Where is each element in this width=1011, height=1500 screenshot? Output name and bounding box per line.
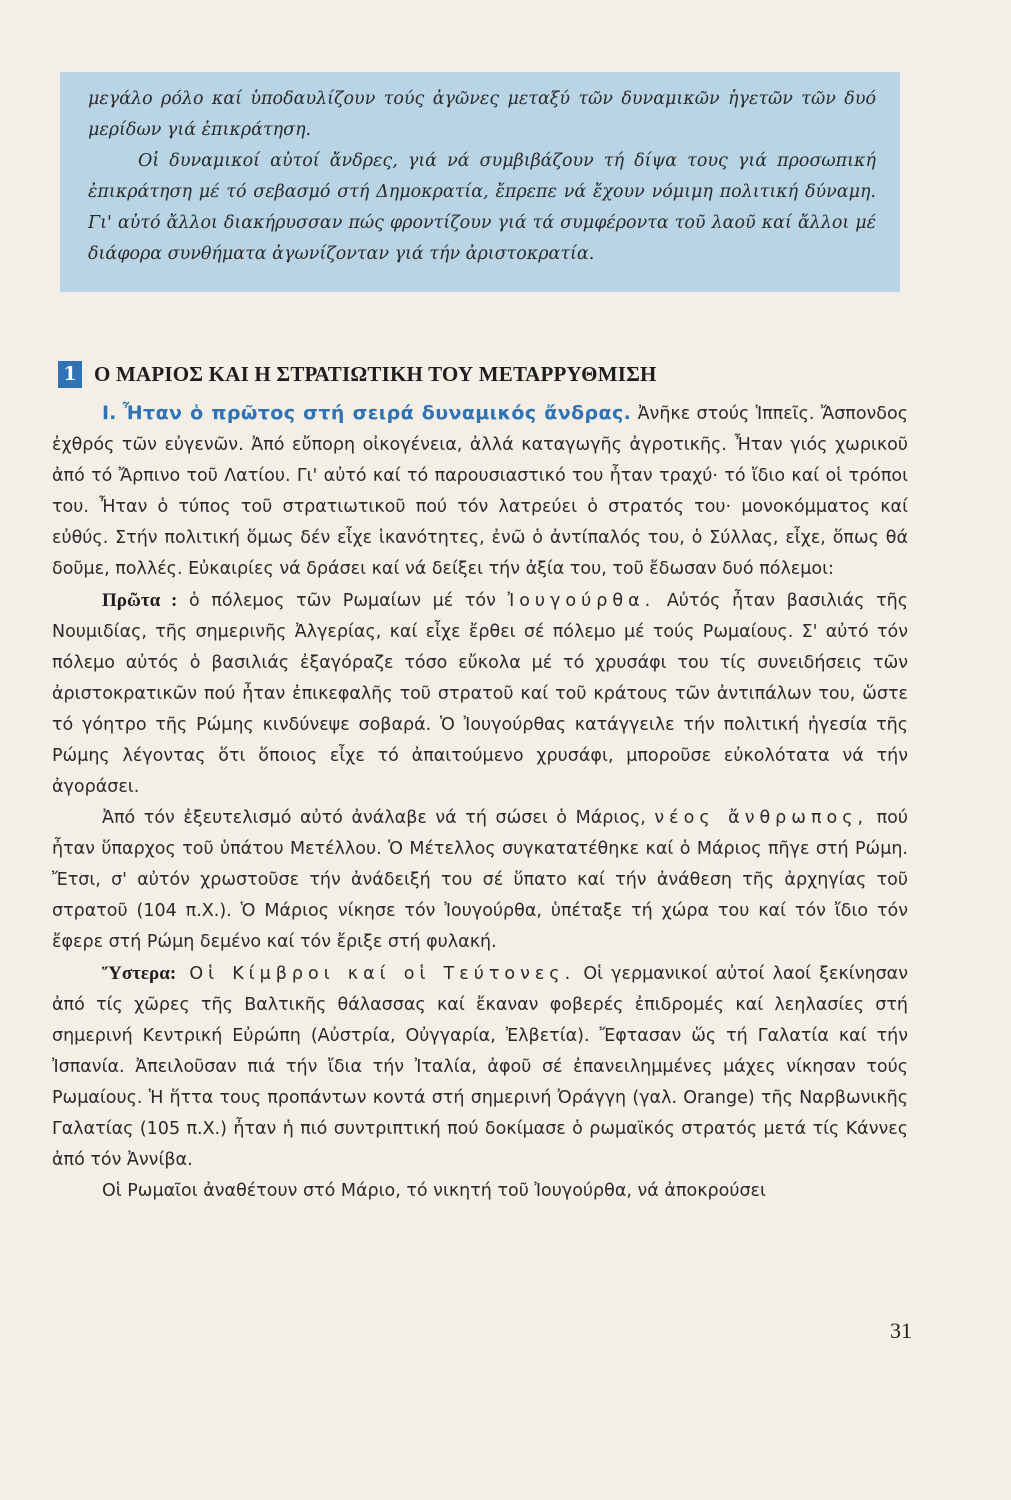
intro-box	[60, 72, 900, 292]
chapter-title: Ο ΜΑΡΙΟΣ ΚΑΙ Η ΣΤΡΑΤΙΩΤΙΚΗ ΤΟΥ ΜΕΤΑΡΡΥΘΜΙΣΗ	[94, 361, 657, 386]
first-war-paragraph	[52, 585, 908, 803]
first-war-text: Αὐτός ἦταν βασιλιάς τῆς Νουμιδίας, τῆς σημερινῆς Ἀλγερίας, καί εἶχε ἔρθει σέ πόλεμο μέ τούς Ρωμαίους. Σ' αὐτό τόν πόλεμο αὐτός ὁ βασιλιάς ἐξαγόραζε τόσο εὔκολα μέ τό χρυσάφι του τίς συνειδήσεις τῶν ἀριστοκρατικῶν πού ἦταν ἐπικεφαλῆς τοῦ στρατοῦ καί τοῦ κράτους τῶν ἀντιπάλων του, ὥστε τό γόητρο τῆς Ρώμης κινδύνεψε σοβαρά. Ὁ Ἰουγούρθας κατάγγειλε τήν πολιτική ἡγεσία τῆς Ρώμης λέγοντας ὅτι ὅποιος εἶχε τό ἀπαιτούμενο χρυσάφι, μποροῦσε εὐκολότατα νά τήν ἀγοράσει.	[52, 591, 909, 797]
second-war-name: Οἱ Κίμβροι καί οἱ Τεύτονες.	[176, 964, 576, 984]
first-war-name: Ἰουγούρθα.	[507, 591, 656, 611]
section-heading: Ἦταν ὁ πρῶτος στή σειρά δυναμικός ἄνδρας.	[122, 402, 632, 424]
marius-paragraph	[52, 803, 908, 958]
body-text	[52, 398, 908, 1207]
intro-paragraph-2: Οἱ δυναμικοί αὐτοί ἄνδρες, γιά νά συμβιβάζουν τή δίψα τους γιά προσωπική ἐπικράτηση μέ τό σεβασμό στή Δημοκρατία, ἔπρεπε νά ἔχουν νόμιμη πολιτική δύναμη. Γι' αὐτό ἄλλοι διακήρυσσαν πώς φροντίζουν γιά τά συμφέροντα τοῦ λαοῦ καί ἄλλοι μέ διάφορα συνθήματα ἀγωνίζονταν γιά τήν ἀριστοκρατία.	[88, 151, 876, 264]
marius-pre: Ἀπό τόν ἐξευτελισμό αὐτό ἀνάλαβε νά τή σώσει ὁ Μάριος,	[102, 808, 655, 828]
section-1-paragraph	[52, 398, 908, 585]
page-number: 31	[890, 1318, 912, 1343]
intro-paragraph-1: μεγάλο ρόλο καί ὑποδαυλίζουν τούς ἀγῶνες μεταξύ τῶν δυναμικῶν ἡγετῶν τῶν δυό μερίδων γιά ἐπικράτηση.	[88, 89, 876, 140]
first-war-pre: ὁ πόλεμος τῶν Ρωμαίων μέ τόν	[177, 591, 508, 611]
chapter-number-badge: 1	[58, 361, 82, 388]
marius-term: νέος ἄνθρωπος,	[654, 808, 869, 828]
second-war-text: Οἱ γερμανικοί αὐτοί λαοί ξεκίνησαν ἀπό τίς χῶρες τῆς Βαλτικῆς θάλασσας καί ἔκαναν φοβερές ἐπιδρομές καί λεηλασίες στή σημερινή Κεντρική Εὐρώπη (Αὐστρία, Οὐγγαρία, Ἐλβετία). Ἔφτασαν ὥς τή Γαλατία καί τήν Ἰσπανία. Ἀπειλοῦσαν πιά τήν ἴδια τήν Ἰταλία, ἀφοῦ σέ ἐπανειλημμένες μάχες νίκησαν τούς Ρωμαίους. Ἡ ἥττα τους προπάντων κοντά στή σημερινή Ὀράγγη (γαλ. Orange) τῆς Ναρβωνικῆς Γαλατίας (105 π.Χ.) ἦταν ἡ πιό συντριπτική πού δοκίμασε ὁ ρωμαϊκός στρατός μετά τίς Κάννες ἀπό τόν Ἀννίβα.	[52, 964, 908, 1170]
final-paragraph: Οἱ Ρωμαῖοι ἀναθέτουν στό Μάριο, τό νικητή τοῦ Ἰουγούρθα, νά ἀποκρούσει	[102, 1181, 766, 1201]
first-war-lead: Πρῶτα :	[102, 590, 178, 611]
second-war-paragraph	[52, 958, 908, 1176]
chapter-heading	[58, 356, 958, 392]
second-war-lead: Ὕστερα:	[102, 963, 177, 984]
section-1-text: Ἀνῆκε στούς Ἱππεῖς. Ἄσπονδος ἐχθρός τῶν εὐγενῶν. Ἀπό εὔπορη οἰκογένεια, ἀλλά καταγωγῆς ἀγροτικῆς. Ἦταν γιός χωρικοῦ ἀπό τό Ἄρπινο τοῦ Λατίου. Γι' αὐτό καί τό παρουσιαστικό του ἦταν τραχύ· τό ἴδιο καί οἱ τρόποι του. Ἦταν ὁ τύπος τοῦ στρατιωτικοῦ πού τόν λατρεύει ὁ στρατός του· μονοκόμματος καί εὐθύς. Στήν πολιτική ὅμως δέν εἶχε ἱκανότητες, ἐνῶ ὁ ἀντίπαλός του, ὁ Σύλλας, εἶχε, ὅπως θά δοῦμε, πολλές. Εὐκαιρίες νά δράσει καί νά δείξει τήν ἀξία του, τοῦ ἔδωσαν δυό πόλεμοι:	[52, 404, 908, 579]
marius-text: πού ἦταν ὕπαρχος τοῦ ὑπάτου Μετέλλου. Ὁ Μέτελλος συγκατατέθηκε καί ὁ Μάριος πῆγε στή Ρώμη. Ἔτσι, σ' αὐτόν χρωστοῦσε τήν ἀνάδειξή του σέ ὕπατο καί τήν ἀνάθεση τῆς ἀρχηγίας τοῦ στρατοῦ (104 π.Χ.). Ὁ Μάριος νίκησε τόν Ἰουγούρθα, ὑπέταξε τή χώρα του καί τόν ἴδιο τόν ἔφερε στή Ρώμη δεμένο καί τόν ἔριξε στή φυλακή.	[52, 808, 908, 952]
section-marker: Ι.	[102, 402, 117, 424]
